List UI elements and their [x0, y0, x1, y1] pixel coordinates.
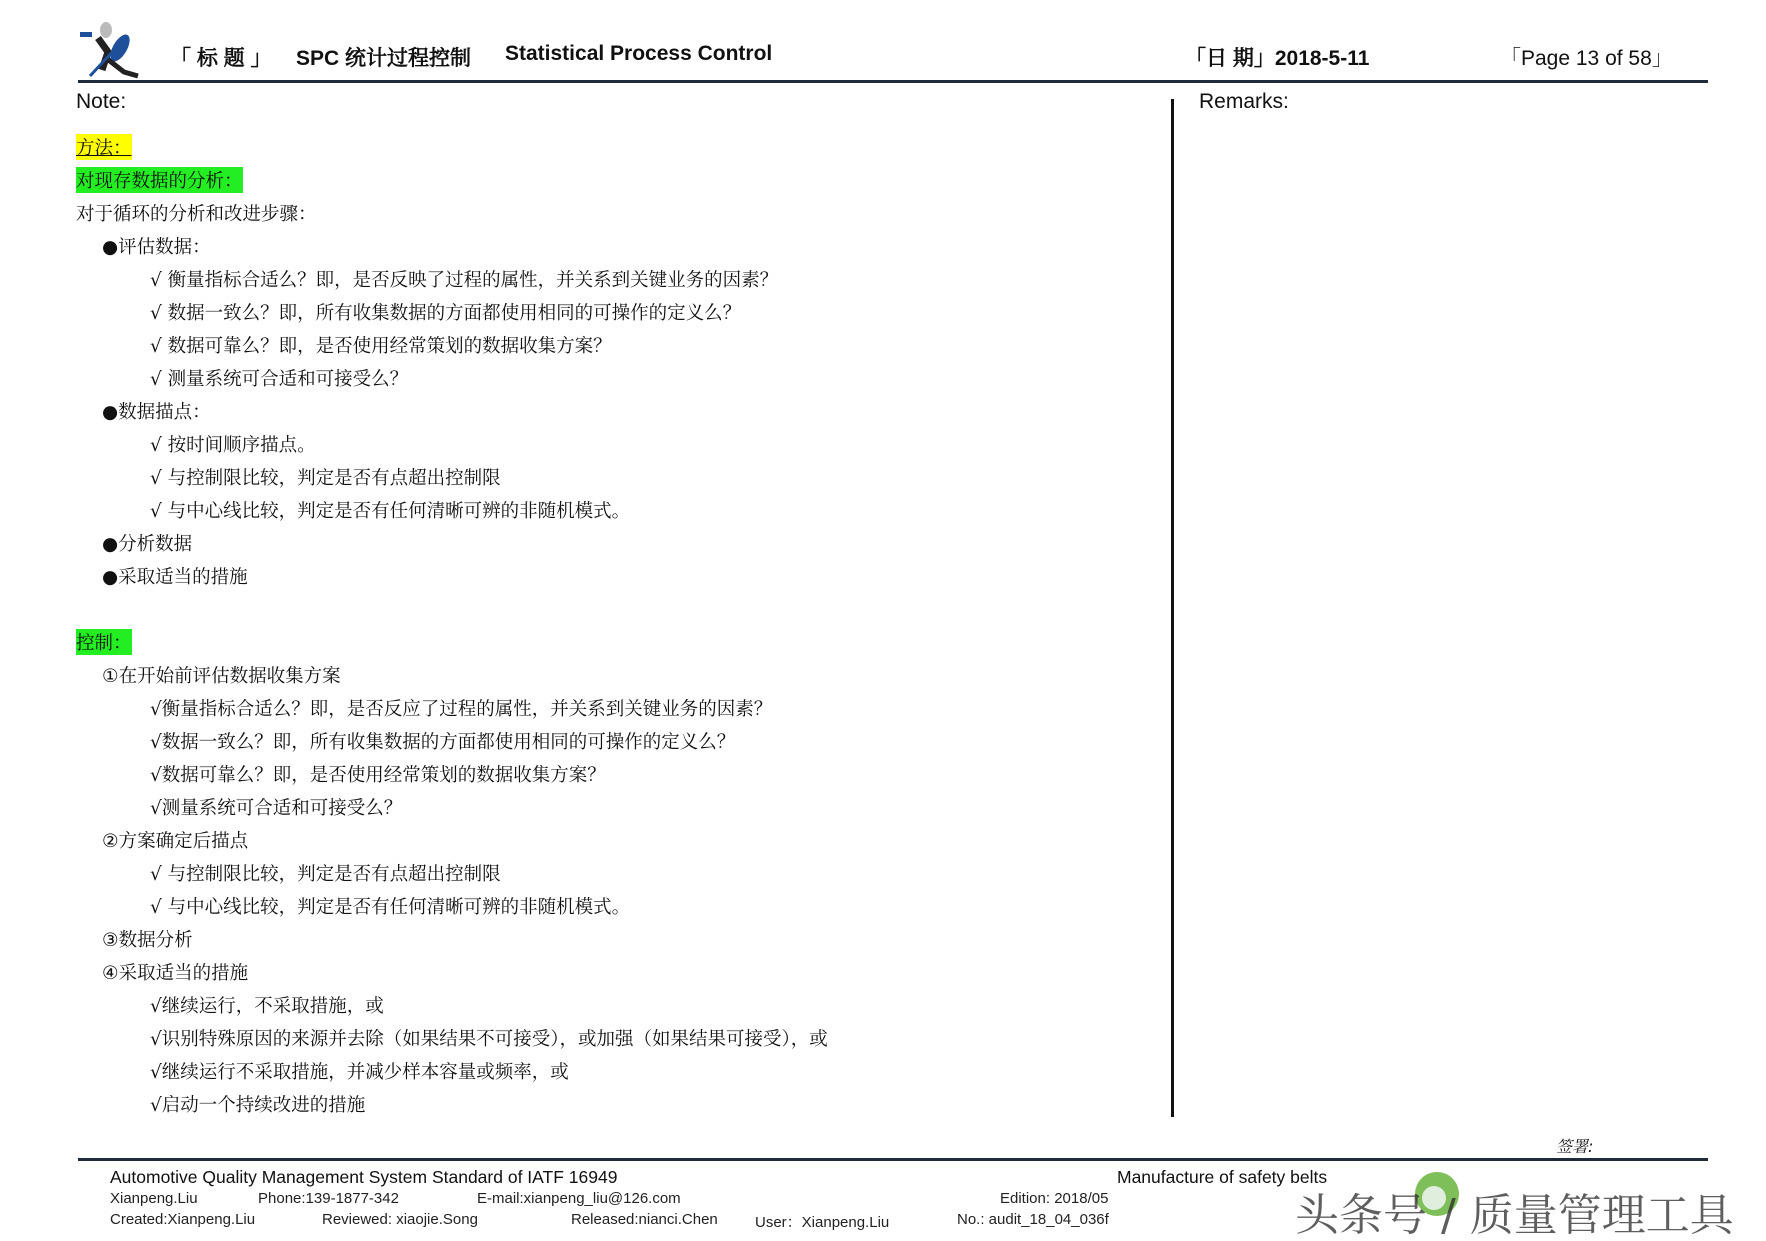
header-date: 「日 期」2018-5-11 [1185, 47, 1370, 70]
note-line: √衡量指标合适么？即，是否反应了过程的属性，并关系到关键业务的因素？ [150, 699, 773, 720]
title-en: Statistical Process Control [505, 42, 773, 65]
note-line: ③数据分析 [102, 930, 193, 951]
note-line: ●采取适当的措施 [102, 567, 248, 588]
note-line: √继续运行不采取措施，并减少样本容量或频率，或 [150, 1062, 569, 1083]
note-line: 对现存数据的分析： [76, 167, 243, 193]
watermark: 头条号 / 质量管理工具 [1295, 1190, 1734, 1241]
note-line: √ 与控制限比较，判定是否有点超出控制限 [150, 468, 501, 489]
note-line: √数据一致么？即，所有收集数据的方面都使用相同的可操作的定义么？ [150, 732, 736, 753]
note-line: √ 测量系统可合适和可接受么？ [150, 369, 409, 390]
note-line: √测量系统可合适和可接受么？ [150, 798, 403, 819]
note-line: √识别特殊原因的来源并去除（如果结果不可接受），或加强（如果结果可接受），或 [150, 1029, 828, 1050]
footer-reviewed: Reviewed: xiaojie.Song [322, 1211, 478, 1228]
remarks-label: Remarks: [1199, 90, 1289, 113]
footer-email: E-mail:xianpeng_liu@126.com [477, 1190, 681, 1207]
footer-product: Manufacture of safety belts [1117, 1167, 1328, 1187]
note-line: √ 与中心线比较，判定是否有任何清晰可辨的非随机模式。 [150, 501, 631, 522]
note-line: √ 与控制限比较，判定是否有点超出控制限 [150, 864, 501, 885]
note-line: √ 数据可靠么？即，是否使用经常策划的数据收集方案？ [150, 336, 612, 357]
note-line: ●数据描点： [102, 402, 211, 423]
header-divider [78, 80, 1708, 83]
footer-standard: Automotive Quality Management System Standard of IATF 16949 [110, 1167, 618, 1187]
note-line: √数据可靠么？即，是否使用经常策划的数据收集方案？ [150, 765, 606, 786]
note-line: 方法： [76, 134, 132, 160]
footer-author: Xianpeng.Liu [110, 1190, 198, 1207]
note-line: √继续运行，不采取措施，或 [150, 996, 384, 1017]
footer-phone: Phone:139-1877-342 [258, 1190, 399, 1207]
note-line: √ 数据一致么？即，所有收集数据的方面都使用相同的可操作的定义么？ [150, 303, 742, 324]
footer-user: User：Xianpeng.Liu [755, 1214, 890, 1231]
note-line: √启动一个持续改进的措施 [150, 1095, 366, 1116]
page-number: 「Page 13 of 58」 [1500, 47, 1673, 70]
note-line: √ 衡量指标合适么？即，是否反映了过程的属性，并关系到关键业务的因素？ [150, 270, 779, 291]
note-line: ④采取适当的措施 [102, 963, 249, 984]
note-line: ●分析数据 [102, 534, 193, 555]
signature-label: 签署: [1556, 1137, 1594, 1156]
title-label: 「 标 题 」 [170, 47, 272, 70]
note-line: 控制： [76, 629, 132, 655]
note-label: Note: [76, 90, 127, 113]
note-line: ②方案确定后描点 [102, 831, 249, 852]
column-divider [1171, 99, 1174, 1117]
footer-released: Released:nianci.Chen [571, 1211, 718, 1228]
note-line: 对于循环的分析和改进步骤： [76, 204, 317, 225]
note-line: √ 与中心线比较，判定是否有任何清晰可辨的非随机模式。 [150, 897, 631, 918]
footer-divider [78, 1158, 1708, 1161]
footer-number: No.: audit_18_04_036f [957, 1211, 1109, 1228]
company-logo-icon [76, 18, 156, 80]
note-line: ●评估数据： [102, 237, 211, 258]
note-line: √ 按时间顺序描点。 [150, 435, 316, 456]
footer-created: Created:Xianpeng.Liu [110, 1211, 256, 1228]
title-cn: SPC 统计过程控制 [296, 47, 472, 70]
note-line: ①在开始前评估数据收集方案 [102, 666, 341, 687]
footer-edition: Edition: 2018/05 [1000, 1190, 1109, 1207]
